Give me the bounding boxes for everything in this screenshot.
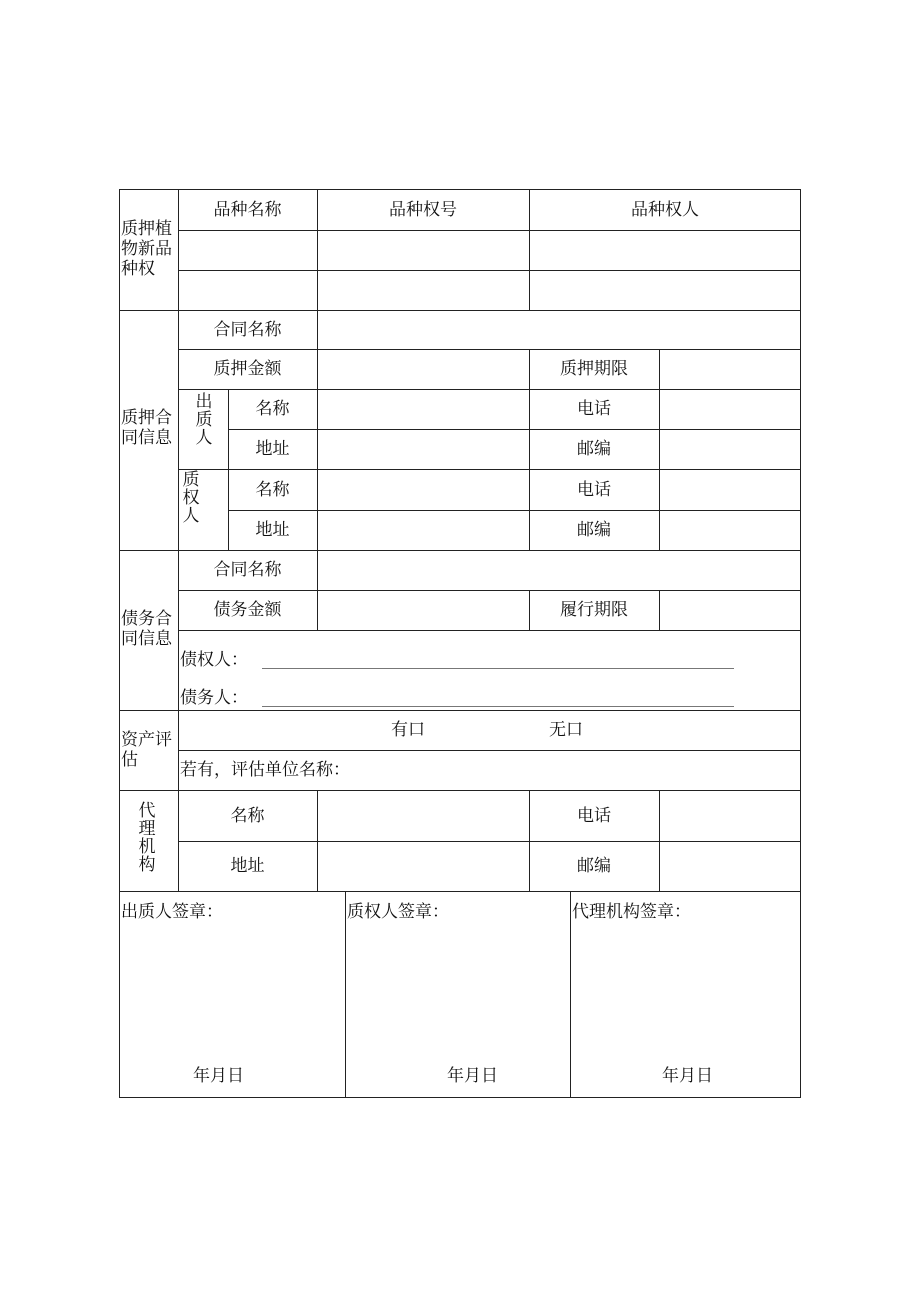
debt-contract-name-cell[interactable] [318, 551, 800, 590]
variety-name-cell[interactable] [179, 231, 317, 270]
variety-holder-cell[interactable] [530, 271, 800, 310]
variety-holder-cell[interactable] [530, 231, 800, 270]
pledge-amount-cell[interactable] [318, 350, 529, 389]
label-pledgor-phone: 电话 [577, 399, 611, 419]
label-agency-name: 名称 [230, 806, 265, 826]
section-label-pledged-variety: 质押植物新品种权 [121, 219, 172, 279]
label-pledgee: 质权人 [182, 470, 200, 526]
pledgor-postcode-cell[interactable] [660, 430, 800, 469]
agency-phone-cell[interactable] [660, 791, 800, 841]
pledgor-signature-date: 年月日 [193, 1066, 244, 1086]
label-agency-postcode: 邮编 [577, 856, 611, 876]
agency-address-cell[interactable] [318, 842, 529, 891]
label-pledgor-name: 名称 [255, 399, 290, 419]
section-label-agency: 代理机构 [138, 801, 156, 875]
label-pledgee-address: 地址 [255, 520, 290, 540]
label-pledgor-signature: 出质人签章： [121, 902, 223, 922]
pledge-contract-name-cell[interactable] [318, 311, 800, 349]
section-label-asset-evaluation: 资产评估 [121, 730, 172, 770]
label-debt-contract-name: 合同名称 [213, 560, 282, 580]
label-pledgee-phone: 电话 [577, 480, 611, 500]
label-pledgor-address: 地址 [255, 439, 290, 459]
border-top [119, 189, 801, 190]
variety-name-cell[interactable] [179, 271, 317, 310]
header-variety-right-number: 品种权号 [389, 200, 457, 220]
label-debt-amount: 债务金额 [213, 600, 282, 620]
pledgor-address-cell[interactable] [318, 430, 529, 469]
pledgee-signature-date: 年月日 [447, 1066, 498, 1086]
section-line [119, 891, 801, 892]
label-performance-term: 履行期限 [560, 600, 628, 620]
variety-number-cell[interactable] [318, 231, 529, 270]
section-label-pledge-contract: 质押合同信息 [121, 408, 172, 448]
label-agency-phone: 电话 [577, 806, 611, 826]
label-evaluator-name: 若有，评估单位名称： [180, 760, 350, 780]
label-pledge-amount: 质押金额 [213, 359, 282, 379]
label-pledge-term: 质押期限 [560, 359, 628, 379]
agency-postcode-cell[interactable] [660, 842, 800, 891]
option-no[interactable]: 无口 [549, 720, 583, 740]
label-agency-address: 地址 [230, 856, 265, 876]
row-line [178, 630, 801, 631]
label-debtor: 债务人： [180, 688, 248, 708]
section-line [119, 710, 801, 711]
label-pledge-contract-name: 合同名称 [213, 320, 282, 340]
label-pledgor: 出质人 [195, 392, 213, 448]
pledgor-phone-cell[interactable] [660, 390, 800, 429]
pledgee-address-cell[interactable] [318, 511, 529, 550]
label-creditor: 债权人： [180, 650, 248, 670]
debt-amount-cell[interactable] [318, 591, 529, 630]
label-pledgor-postcode: 邮编 [577, 439, 611, 459]
pledgee-name-cell[interactable] [318, 470, 529, 510]
section-label-debt-contract: 债务合同信息 [121, 609, 172, 649]
border-left [119, 189, 120, 1098]
pledgee-phone-cell[interactable] [660, 470, 800, 510]
label-pledgee-signature: 质权人签章： [347, 902, 449, 922]
option-yes[interactable]: 有口 [391, 720, 425, 740]
variety-number-cell[interactable] [318, 271, 529, 310]
col-line [570, 891, 571, 1098]
row-line [178, 750, 801, 751]
header-variety-name: 品种名称 [213, 200, 282, 220]
pledge-term-cell[interactable] [660, 350, 800, 389]
label-pledgee-postcode: 邮编 [577, 520, 611, 540]
pledgee-postcode-cell[interactable] [660, 511, 800, 550]
agency-signature-date: 年月日 [662, 1066, 713, 1086]
label-pledgee-name: 名称 [255, 480, 290, 500]
creditor-input-line[interactable] [262, 668, 734, 669]
label-agency-signature: 代理机构签章： [572, 902, 691, 922]
col-line [345, 891, 346, 1098]
pledge-registration-form [119, 189, 801, 1098]
debtor-input-line[interactable] [262, 706, 734, 707]
border-right [800, 189, 801, 1098]
header-variety-right-holder: 品种权人 [631, 200, 699, 220]
border-bottom [119, 1097, 801, 1098]
agency-name-cell[interactable] [318, 791, 529, 841]
pledgor-name-cell[interactable] [318, 390, 529, 429]
performance-term-cell[interactable] [660, 591, 800, 630]
